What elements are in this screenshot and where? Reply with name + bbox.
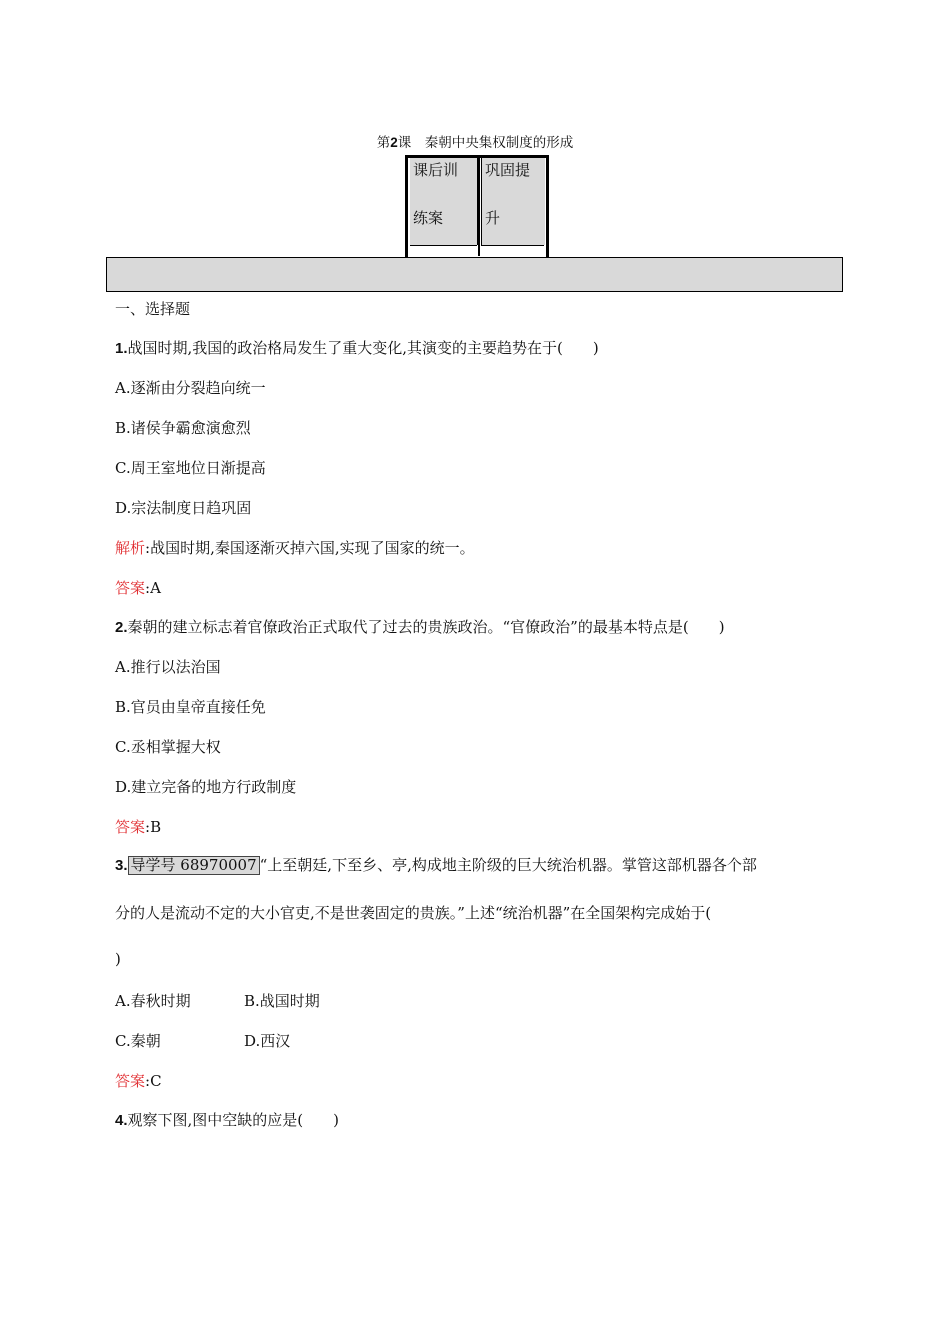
question-1-answer <box>115 577 161 598</box>
guide-number-tag[interactable]: 导学号 68970007 <box>128 856 260 875</box>
question-2-stem <box>115 616 725 637</box>
question-3-answer <box>115 1070 162 1091</box>
question-1-number: 1. <box>115 340 128 357</box>
question-1-option-c: C.周王室地位日渐提高 <box>115 459 266 477</box>
question-3-option-a: A.春秋时期 <box>115 992 191 1010</box>
section-heading: 一、选择题 <box>115 300 191 318</box>
tab-divider <box>478 158 480 256</box>
question-3-stem-line-1 <box>115 854 757 875</box>
title-rest: 课 秦朝中央集权制度的形成 <box>397 135 574 151</box>
tab-box <box>405 155 549 262</box>
banner-bar <box>106 257 843 292</box>
answer-label: 答案 <box>115 818 146 836</box>
question-1-option-d: D.宗法制度日趋巩固 <box>115 499 252 517</box>
question-2-option-c: C.丞相掌握大权 <box>115 738 221 756</box>
tab-cell-1-line2: 练案 <box>413 209 444 227</box>
analysis-label: 解析 <box>115 539 146 557</box>
question-3-stem-line-3: ) <box>115 950 121 968</box>
question-1-analysis <box>115 537 475 558</box>
question-3-option-d: D.西汉 <box>244 1032 291 1050</box>
question-2-option-a: A.推行以法治国 <box>115 658 221 676</box>
analysis-text: :战国时期,秦国逐渐灭掉六国,实现了国家的统一。 <box>145 539 475 557</box>
question-2-option-b: B.官员由皇帝直接任免 <box>115 698 266 716</box>
question-1-stem <box>115 337 599 358</box>
tab-cell-2-line1: 巩固提 <box>485 161 531 179</box>
tab-underline-1 <box>410 245 477 257</box>
question-4-stem <box>115 1109 339 1130</box>
question-2-number: 2. <box>115 619 128 636</box>
tab-cell-consolidate <box>481 158 545 245</box>
question-2-option-d: D.建立完备的地方行政制度 <box>115 778 297 796</box>
tab-cell-1-line1: 课后训 <box>413 161 459 179</box>
answer-value: :C <box>145 1072 162 1090</box>
title-prefix: 第 <box>376 135 391 151</box>
answer-label: 答案 <box>115 579 146 597</box>
tab-cell-after-class <box>410 158 478 245</box>
question-4-number: 4. <box>115 1112 128 1129</box>
title-num: 2 <box>390 135 398 150</box>
question-3-stem-line-2: 分的人是流动不定的大小官吏,不是世袭固定的贵族。”上述“统治机器”在全国架构完成始于( <box>115 904 712 922</box>
tab-underline-2 <box>481 245 544 257</box>
question-3-option-b: B.战国时期 <box>244 992 320 1010</box>
question-4-text: 观察下图,图中空缺的应是( ) <box>127 1111 339 1129</box>
answer-label: 答案 <box>115 1072 146 1090</box>
answer-value: :B <box>145 818 162 836</box>
answer-value: :A <box>145 579 161 597</box>
question-2-text: 秦朝的建立标志着官僚政治正式取代了过去的贵族政治。“官僚政治”的最基本特点是( ) <box>127 618 725 636</box>
question-3-number: 3. <box>115 857 128 874</box>
question-1-option-b: B.诸侯争霸愈演愈烈 <box>115 419 251 437</box>
page-title <box>0 131 950 151</box>
question-3-text-1: “上至朝廷,下至乡、亭,构成地主阶级的巨大统治机器。掌管这部机器各个部 <box>259 856 757 874</box>
tab-cell-2-line2: 升 <box>485 209 501 227</box>
question-3-option-c: C.秦朝 <box>115 1032 161 1050</box>
question-1-text: 战国时期,我国的政治格局发生了重大变化,其演变的主要趋势在于( ) <box>127 339 599 357</box>
question-1-option-a: A.逐渐由分裂趋向统一 <box>115 379 266 397</box>
question-2-answer <box>115 816 161 837</box>
